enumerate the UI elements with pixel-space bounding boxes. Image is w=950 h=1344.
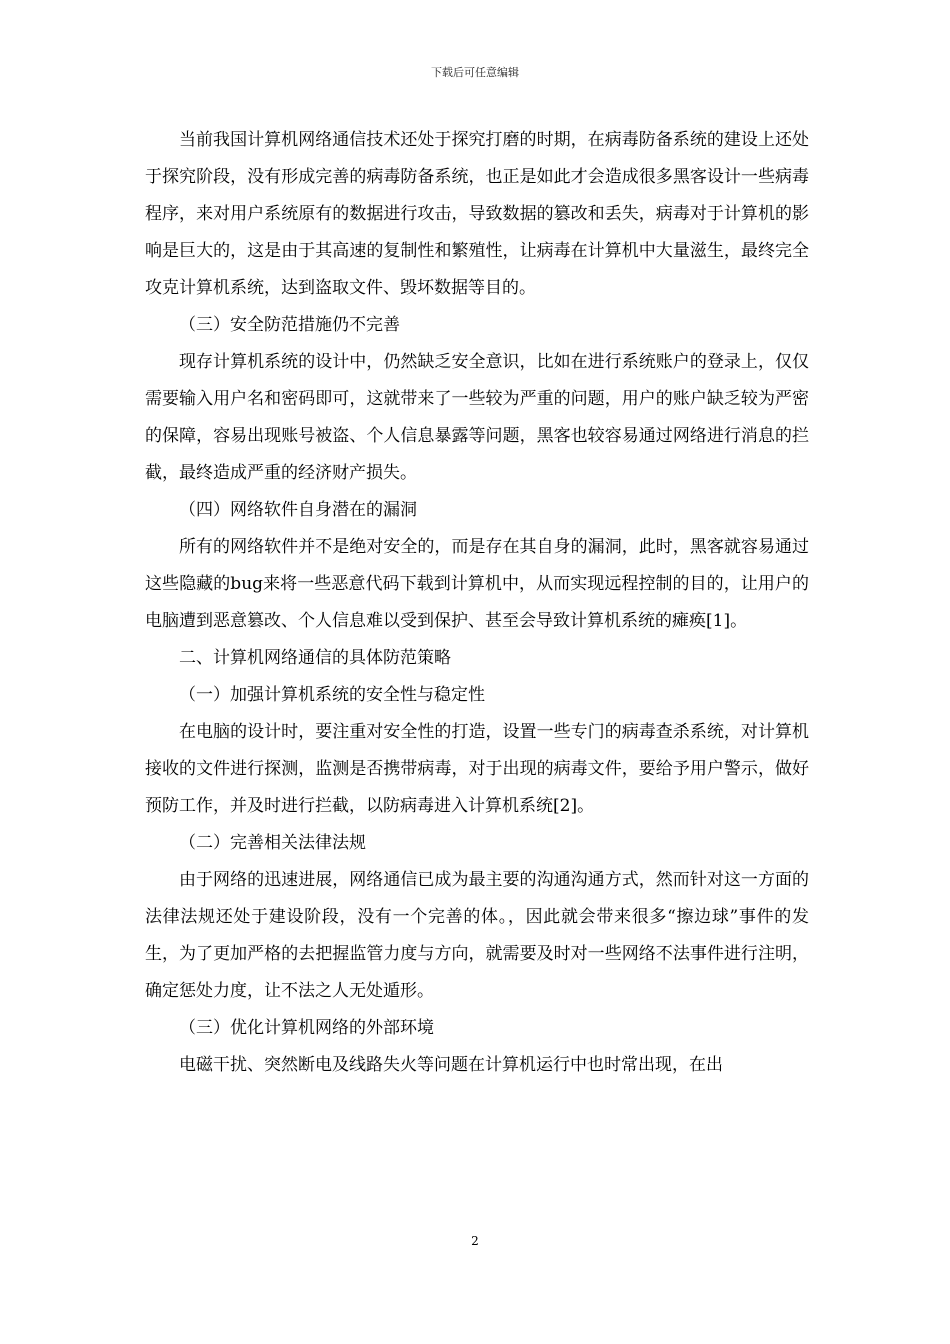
paragraph-external-environment: 电磁干扰、突然断电及线路失火等问题在计算机运行中也时常出现，在出 (179, 1055, 723, 1075)
page-header: 下载后可任意编辑 (431, 66, 519, 79)
paragraph-virus-defense: 当前我国计算机网络通信技术还处于探究打磨的时期，在病毒防备系统的建设上还处于探究阶段，没有形成完善的病毒防备系统，也正是如此才会造成很多黑客设计一些病毒程序，来对用户系统原有的数据进行攻击，导致数据的篡改和丢失，病毒对于计算机的影响是巨大的，这是由于其高速的复制性和繁殖性，让病毒在计算机中大量滋生，最终完全攻克计算机系统，达到盗取文件、毁坏数据等目的。 (145, 130, 809, 298)
heading-laws-regulations: （二）完善相关法律法规 (179, 833, 366, 853)
paragraph-laws-regulations: 由于网络的迅速进展，网络通信已成为最主要的沟通沟通方式，然而针对这一方面的法律法规还处于建设阶段，没有一个完善的体。，因此就会带来很多“擦边球”事件的发生，为了更加严格的去把握监管力度与方向，就需要及时对一些网络不法事件进行注明，确定惩处力度，让不法之人无处遁形。 (145, 870, 809, 1001)
page-number: 2 (471, 1234, 479, 1248)
paragraph-software-vulnerabilities: 所有的网络软件并不是绝对安全的，而是存在其自身的漏洞，此时，黑客就容易通过这些隐藏的bug来将一些恶意代码下载到计算机中，从而实现远程控制的目的，让用户的电脑遭到恶意篡改、个人信息难以受到保护、甚至会导致计算机系统的瘫痪[1]。 (145, 537, 809, 631)
paragraph-security-measures: 现存计算机系统的设计中，仍然缺乏安全意识，比如在进行系统账户的登录上，仅仅需要输入用户名和密码即可，这就带来了一些较为严重的问题，用户的账户缺乏较为严密的保障，容易出现账号被盗、个人信息暴露等问题，黑客也较容易通过网络进行消息的拦截，最终造成严重的经济财产损失。 (145, 352, 809, 483)
document-body (145, 122, 809, 1084)
heading-section-strategies: 二、计算机网络通信的具体防范策略 (179, 648, 451, 668)
heading-software-vulnerabilities: （四）网络软件自身潜在的漏洞 (179, 500, 417, 520)
heading-strengthen-security: （一）加强计算机系统的安全性与稳定性 (179, 685, 485, 705)
heading-external-environment: （三）优化计算机网络的外部环境 (179, 1018, 434, 1038)
heading-security-measures: （三）安全防范措施仍不完善 (179, 315, 400, 335)
paragraph-strengthen-security: 在电脑的设计时，要注重对安全性的打造，设置一些专门的病毒查杀系统，对计算机接收的文件进行探测，监测是否携带病毒，对于出现的病毒文件，要给予用户警示，做好预防工作，并及时进行拦截，以防病毒进入计算机系统[2]。 (145, 722, 809, 816)
